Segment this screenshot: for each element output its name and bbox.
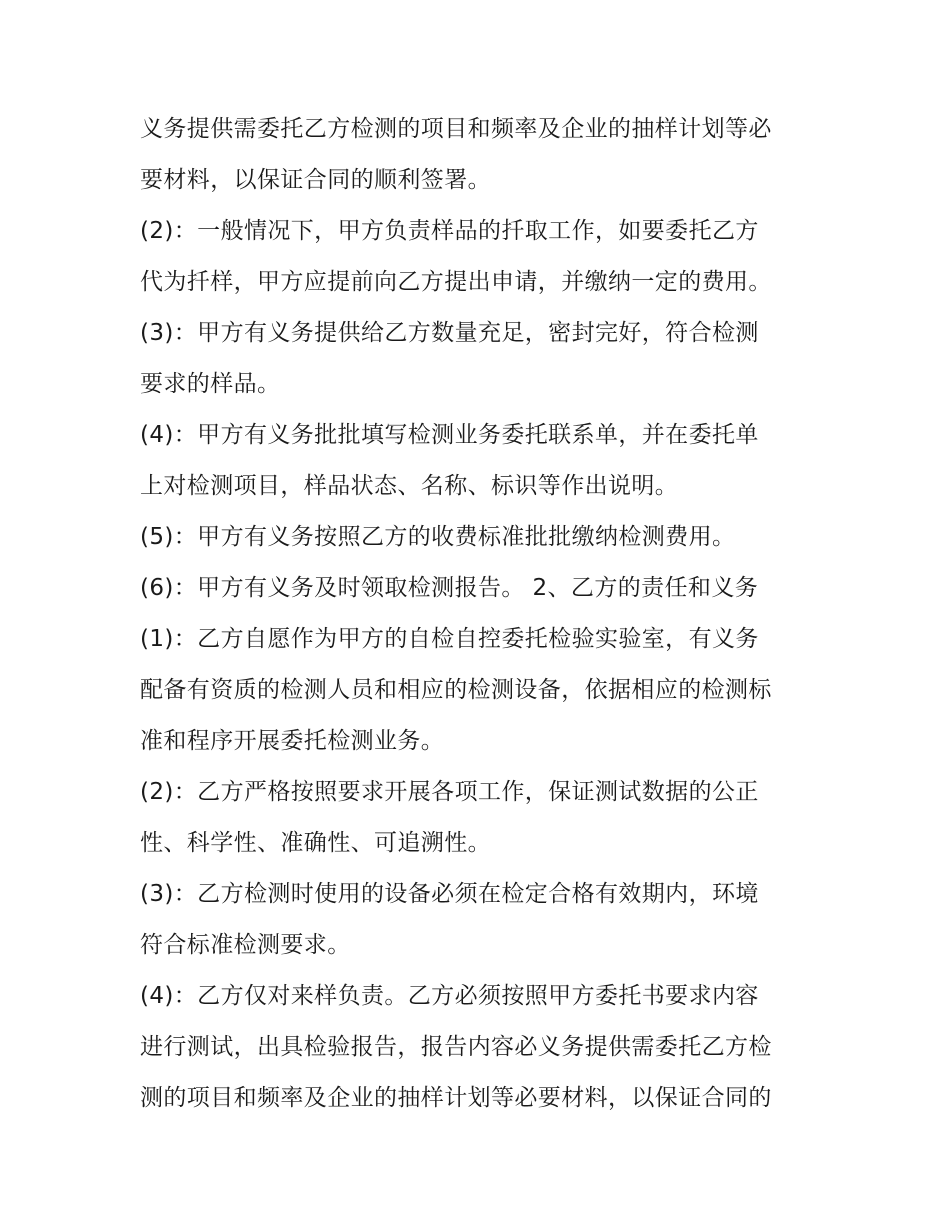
text-line: (5)：甲方有义务按照乙方的收费标准批批缴纳检测费用。 [140,524,736,550]
text-line: 准和程序开展委托检测业务。 [140,728,445,754]
text-line: (4)：甲方有义务批批填写检测业务委托联系单，并在委托单 [140,422,759,448]
text-line: (2)：一般情况下，甲方负责样品的扦取工作，如要委托乙方 [140,218,759,244]
text-line: (6)：甲方有义务及时领取检测报告。 2、乙方的责任和义务 [140,575,759,601]
text-line: (4)：乙方仅对来样负责。乙方必须按照甲方委托书要求内容 [140,983,759,1009]
text-line: (3)：甲方有义务提供给乙方数量充足，密封完好，符合检测 [140,320,759,346]
text-line: 进行测试，出具检验报告，报告内容必义务提供需委托乙方检 [140,1034,772,1060]
text-line: 义务提供需委托乙方检测的项目和频率及企业的抽样计划等必 [140,116,772,142]
text-line: 上对检测项目，样品状态、名称、标识等作出说明。 [140,473,679,499]
text-line: (2)：乙方严格按照要求开展各项工作，保证测试数据的公正 [140,779,759,805]
text-line: 要求的样品。 [140,371,281,397]
text-line: 符合标准检测要求。 [140,932,351,958]
text-line: 配备有资质的检测人员和相应的检测设备，依据相应的检测标 [140,677,772,703]
text-line: (1)：乙方自愿作为甲方的自检自控委托检验实验室，有义务 [140,626,759,652]
body-text [140,104,830,1124]
text-line: 要材料，以保证合同的顺利签署。 [140,167,491,193]
text-line: 测的项目和频率及企业的抽样计划等必要材料，以保证合同的 [140,1085,772,1111]
text-line: 性、科学性、准确性、可追溯性。 [140,830,491,856]
text-line: (3)：乙方检测时使用的设备必须在检定合格有效期内，环境 [140,881,759,907]
text-line: 代为扦样，甲方应提前向乙方提出申请，并缴纳一定的费用。 [140,269,772,295]
